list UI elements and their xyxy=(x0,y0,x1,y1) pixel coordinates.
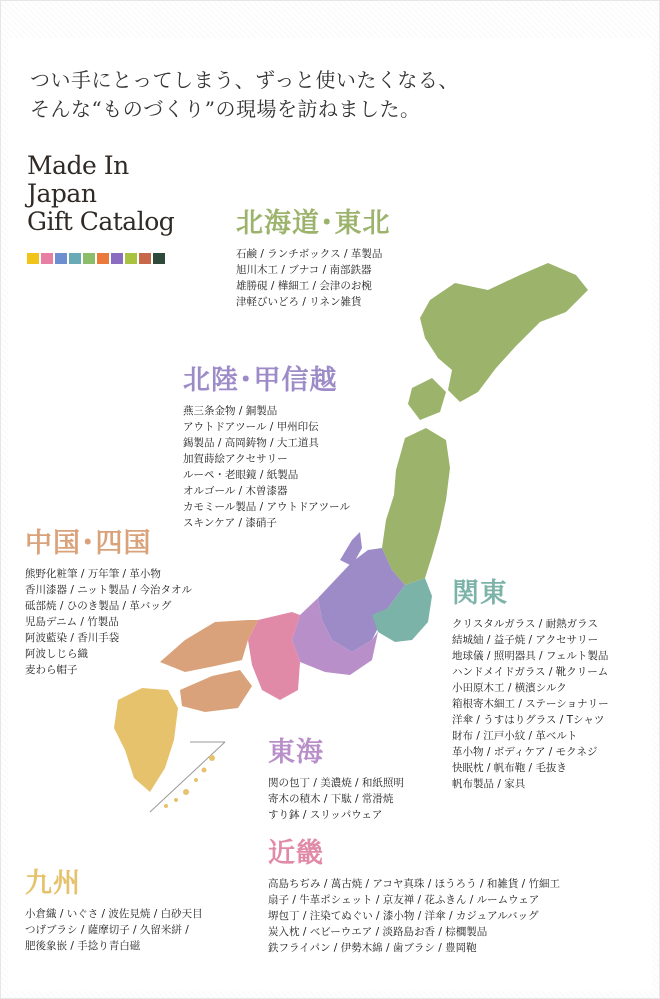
region-item-line: 箱根寄木細工 / ステーショナリー xyxy=(452,698,609,710)
region-item-line: 炭入枕 / ベビーウエア / 淡路島お香 / 棕櫚製品 xyxy=(268,926,488,938)
color-swatch xyxy=(69,253,81,264)
color-swatch xyxy=(111,253,123,264)
region-item-line: 快眠枕 / 帆布鞄 / 毛抜き xyxy=(452,762,567,774)
region-item-line: 地球儀 / 照明器具 / フェルト製品 xyxy=(452,650,609,662)
ryukyu-island xyxy=(183,789,189,795)
color-swatch xyxy=(97,253,109,264)
map-tohoku xyxy=(382,428,450,585)
headline-line-2: そんな“ものづくり”の現場を訪ねました。 xyxy=(30,97,421,121)
region-item-line: 帆布製品 / 家具 xyxy=(452,778,526,790)
region-item-line: 小倉織 / いぐさ / 波佐見焼 / 白砂天目 xyxy=(25,908,203,920)
color-swatches xyxy=(27,253,165,264)
region-title: 東海 xyxy=(268,737,324,768)
region-items xyxy=(183,403,350,531)
color-swatch xyxy=(153,253,165,264)
region-title: 北海道･東北 xyxy=(236,208,391,239)
color-swatch xyxy=(55,253,67,264)
region-title: 九州 xyxy=(25,868,81,899)
logo-line-3: Gift Catalog xyxy=(27,207,175,236)
region-items xyxy=(25,566,192,678)
region-item-line: ハンドメイドガラス / 靴クリーム xyxy=(452,666,609,678)
region-item-line: カモミール製品 / アウトドアツール xyxy=(183,501,350,513)
region-item-line: 結城紬 / 益子焼 / アクセサリー xyxy=(452,634,599,646)
region-item-line: 寄木の積木 / 下駄 / 常滑焼 xyxy=(268,793,394,805)
region-item-line: 砥部焼 / ひのき製品 / 革バッグ xyxy=(25,600,172,612)
region-item-line: 燕三条金物 / 銅製品 xyxy=(183,405,278,417)
region-item-line: 鉄フライパン / 伊勢木綿 / 歯ブラシ / 豊岡鞄 xyxy=(268,942,477,954)
region-hokuriku-koshinetsu xyxy=(183,365,350,531)
region-title: 中国･四国 xyxy=(25,528,152,559)
color-swatch xyxy=(125,253,137,264)
color-swatch xyxy=(27,253,39,264)
region-item-line: 阿波しじら織 xyxy=(25,648,88,660)
map-hokkaido xyxy=(420,263,588,402)
region-items xyxy=(236,246,391,310)
region-tokai xyxy=(268,737,404,823)
headline-line-1: つい手にとってしまう、ずっと使いたくなる、 xyxy=(30,68,459,92)
region-item-line: 雄勝硯 / 樺細工 / 会津のお椀 xyxy=(236,280,372,292)
color-swatch xyxy=(41,253,53,264)
map-kyushu xyxy=(114,688,178,792)
region-item-line: 錫製品 / 高岡鋳物 / 大工道具 xyxy=(183,437,319,449)
region-item-line: つげブラシ / 薩摩切子 / 久留米絣 / xyxy=(25,924,189,936)
map-kinki xyxy=(248,612,300,700)
catalog-logo xyxy=(27,152,174,236)
ryukyu-island xyxy=(202,768,207,773)
region-item-line: 加賀蒔絵アクセサリー xyxy=(183,453,288,465)
ryukyu-island xyxy=(209,755,215,761)
region-items xyxy=(268,775,404,823)
region-kanto xyxy=(452,578,609,792)
region-item-line: 高島ちぢみ / 萬古焼 / アコヤ真珠 / ほうろう / 和雑貨 / 竹細工 xyxy=(268,878,561,890)
region-item-line: クリスタルガラス / 耐熱ガラス xyxy=(452,618,598,630)
region-title: 関東 xyxy=(452,578,508,609)
region-item-line: 麦わら帽子 xyxy=(25,664,78,676)
region-title: 近畿 xyxy=(268,838,324,869)
logo-line-2: Japan xyxy=(27,179,97,208)
region-item-line: 小田原木工 / 横濱シルク xyxy=(452,682,567,694)
region-item-line: すり鉢 / スリッパウェア xyxy=(268,809,383,821)
region-items xyxy=(268,876,560,956)
region-kyushu xyxy=(25,868,203,954)
region-hokkaido-tohoku xyxy=(236,208,391,310)
map-hokkaido-south xyxy=(408,378,446,420)
region-item-line: アウトドアツール / 甲州印伝 xyxy=(183,421,319,433)
region-kinki xyxy=(268,838,560,956)
region-item-line: ルーペ・老眼鏡 / 紙製品 xyxy=(183,469,299,481)
region-item-line: オルゴール / 木曽漆器 xyxy=(183,485,288,497)
logo-line-1: Made In xyxy=(27,151,129,180)
region-item-line: 肥後象嵌 / 手捻り青白磁 xyxy=(25,940,141,952)
ryukyu-island xyxy=(164,804,168,808)
headline xyxy=(30,66,630,124)
region-item-line: 石鹸 / ランチボックス / 革製品 xyxy=(236,248,383,260)
color-swatch xyxy=(83,253,95,264)
region-title: 北陸･甲信越 xyxy=(183,365,338,396)
region-chugoku-shikoku xyxy=(25,528,192,678)
region-item-line: スキンケア / 漆硝子 xyxy=(183,517,277,529)
region-items xyxy=(25,906,203,954)
ryukyu-island xyxy=(174,798,178,802)
region-item-line: 旭川木工 / ブナコ / 南部鉄器 xyxy=(236,264,372,276)
region-item-line: 革小物 / ボディケア / モクネジ xyxy=(452,746,598,758)
region-item-line: 堺包丁 / 注染てぬぐい / 漆小物 / 洋傘 / カジュアルバッグ xyxy=(268,910,539,922)
region-item-line: 洋傘 / うすはりグラス / Tシャツ xyxy=(452,714,605,726)
color-swatch xyxy=(139,253,151,264)
region-item-line: 熊野化粧筆 / 万年筆 / 革小物 xyxy=(25,568,161,580)
region-item-line: 香川漆器 / ニット製品 / 今治タオル xyxy=(25,584,193,596)
region-items xyxy=(452,616,609,792)
region-item-line: 扇子 / 牛革ポシェット / 京友禅 / 花ふきん / ルームウェア xyxy=(268,894,540,906)
region-item-line: 津軽びいどろ / リネン雑貨 xyxy=(236,296,362,308)
region-item-line: 阿波藍染 / 香川手袋 xyxy=(25,632,120,644)
region-item-line: 児島デニム / 竹製品 xyxy=(25,616,119,628)
region-item-line: 財布 / 江戸小紋 / 革ベルト xyxy=(452,730,578,742)
region-item-line: 関の包丁 / 美濃焼 / 和紙照明 xyxy=(268,777,404,789)
ryukyu-island xyxy=(194,778,198,782)
